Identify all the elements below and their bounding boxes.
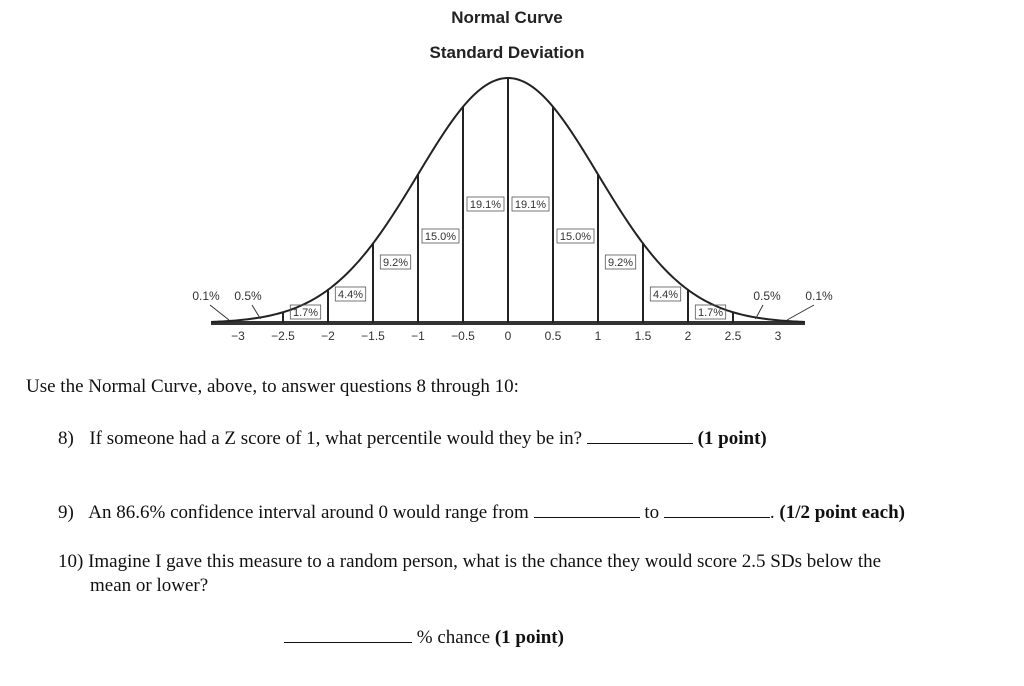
x-tick-label-8: 1 [594, 329, 602, 343]
segment-label-8: 4.4% [652, 289, 679, 301]
tail-pointer-left-outer [210, 305, 229, 320]
x-tick-label-4: −1 [411, 329, 425, 343]
x-tick-label-3: −1.5 [361, 329, 385, 343]
question-8-answer-blank[interactable] [587, 427, 693, 444]
tail-label-left-outer: 0.1% [192, 289, 220, 303]
question-8-text: If someone had a Z score of 1, what percentile would they be in? [89, 428, 583, 449]
chart-title: Normal Curve [451, 8, 563, 27]
tail-label-right-outer: 0.1% [805, 289, 833, 303]
x-tick-label-6: 0 [504, 329, 512, 343]
segment-label-2: 9.2% [382, 257, 409, 269]
question-10-number: 10) [58, 551, 84, 572]
tail-label-left-inner: 0.5% [234, 289, 262, 303]
question-10-text-line2: mean or lower? [90, 575, 209, 596]
x-tick-label-10: 2 [684, 329, 692, 343]
x-tick-label-11: 2.5 [724, 329, 742, 343]
instructions: Use the Normal Curve, above, to answer questions 8 through 10: [26, 376, 519, 397]
question-10-answer-suffix: % chance [416, 627, 491, 648]
question-10-text-line1: Imagine I gave this measure to a random person, what is the chance they would score 2.5 SDs below the [88, 551, 882, 572]
question-9-upper-blank[interactable] [664, 501, 770, 518]
question-9-number: 9) [58, 502, 74, 523]
question-10 [58, 551, 881, 573]
tail-pointer-right-outer [787, 305, 814, 320]
x-tick-label-5: −0.5 [451, 329, 475, 343]
x-tick-label-7: 0.5 [544, 329, 562, 343]
question-9-period: . [769, 502, 775, 523]
question-10-line2 [90, 575, 208, 597]
question-9-text: An 86.6% confidence interval around 0 would range from [88, 502, 529, 523]
segment-label-7: 9.2% [607, 257, 634, 269]
tail-pointer-left-inner [252, 305, 261, 319]
segment-label-5: 19.1% [514, 199, 547, 211]
question-9-to: to [644, 502, 660, 523]
x-tick-label-1: −2.5 [271, 329, 295, 343]
segment-label-3: 15.0% [424, 231, 457, 243]
segment-label-4: 19.1% [469, 199, 502, 211]
question-10-points: (1 point) [494, 627, 564, 648]
question-8-points: (1 point) [697, 428, 767, 449]
segment-label-0: 1.7% [292, 307, 319, 319]
x-tick-label-0: −3 [231, 329, 245, 343]
question-8-number: 8) [58, 428, 74, 449]
segment-label-6: 15.0% [559, 231, 592, 243]
question-9-lower-blank[interactable] [534, 501, 640, 518]
tail-label-right-inner: 0.5% [753, 289, 781, 303]
question-10-answer-blank[interactable] [284, 626, 412, 643]
tail-pointer-right-inner [756, 305, 764, 319]
x-tick-label-2: −2 [321, 329, 335, 343]
question-9 [58, 501, 905, 524]
segment-label-1: 4.4% [337, 289, 364, 301]
x-tick-label-9: 1.5 [634, 329, 652, 343]
x-tick-label-12: 3 [774, 329, 782, 343]
question-8 [58, 427, 767, 450]
question-9-points: (1/2 point each) [779, 502, 905, 523]
question-10-answer [284, 626, 564, 649]
segment-label-9: 1.7% [697, 307, 724, 319]
chart-subtitle: Standard Deviation [429, 43, 585, 62]
